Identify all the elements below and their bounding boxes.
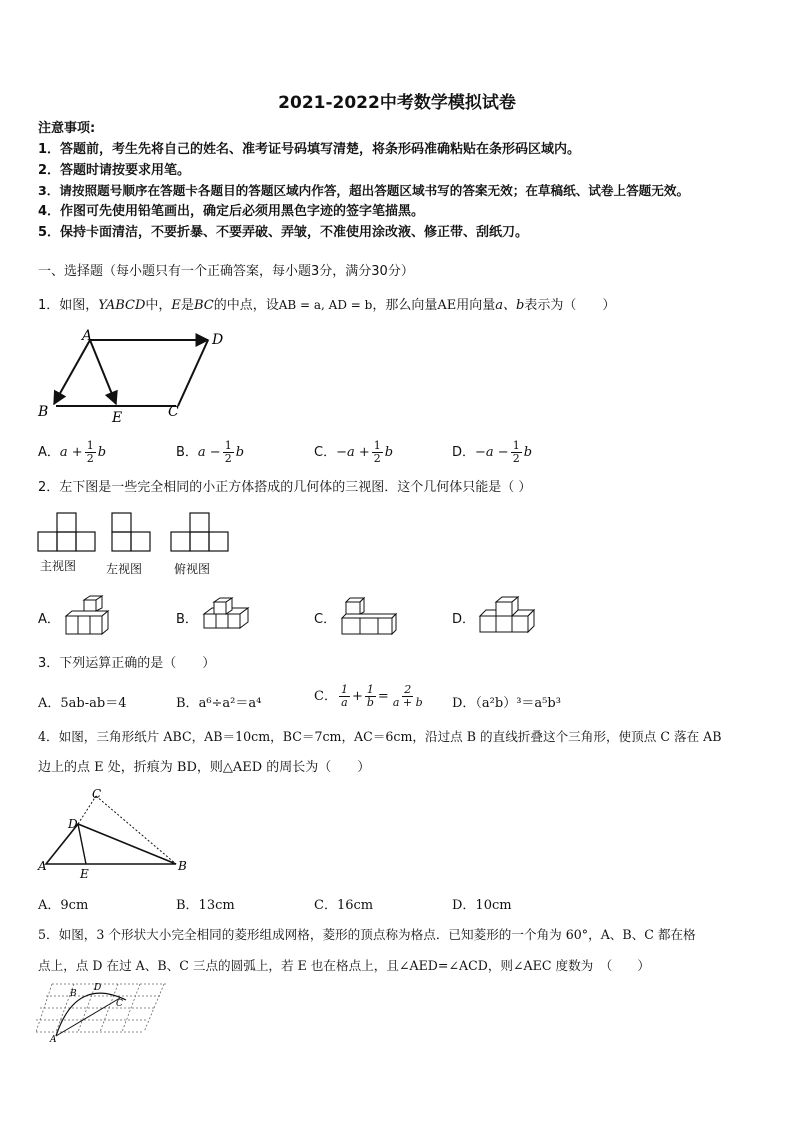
q3-option-d[interactable]: D．（a²b）³＝a⁵b³ (452, 696, 561, 711)
label-d: D (212, 332, 224, 348)
q2-option-b[interactable]: B． (176, 612, 198, 627)
q3-option-c[interactable]: C． $\frac{1}{a}$ + $\frac{1}{b}$ = $\frac{2}{a + b}$ (314, 683, 423, 709)
rhombus-grid-figure (36, 980, 172, 1042)
notes-heading: 注意事项: (38, 121, 96, 136)
q3-option-a[interactable]: A．5ab-ab＝4 (38, 696, 127, 711)
label-a: A (38, 859, 47, 873)
cubes-option-a (62, 594, 124, 638)
cubes-option-d (476, 594, 538, 638)
q1-option-d[interactable]: D．−a − $\frac{1}{2}$ b (452, 439, 533, 465)
section-heading: 一、选择题（每小题只有一个正确答案，每小题3分，满分30分） (38, 264, 414, 279)
cubes-option-b (200, 594, 262, 638)
question-5-line2: 点上，点 D 在过 A、B、C 三点的圆弧上，若 E 也在格点上，且∠AED=∠ACD，则∠AEC 度数为 （ ） (38, 958, 650, 973)
label-d: D (68, 817, 78, 831)
label-b: B (38, 404, 49, 420)
view-label-front: 主视图 (40, 559, 77, 573)
page-title: 2021-2022中考数学模拟试卷 (278, 93, 516, 113)
label-c: C (168, 404, 179, 420)
view-label-top: 俯视图 (174, 562, 211, 576)
q4-option-a[interactable]: A．9cm (38, 898, 89, 913)
q4-option-d[interactable]: D．10cm (452, 898, 512, 913)
label-a: A (50, 1035, 57, 1042)
q2-option-d[interactable]: D． (452, 612, 476, 627)
q4-option-b[interactable]: B．13cm (176, 898, 235, 913)
label-c: C (92, 787, 102, 801)
note-item: 1．答题前，考生先将自己的姓名、准考证号码填写清楚，将条形码准确粘贴在条形码区域内。 (38, 142, 581, 157)
q2-option-a[interactable]: A． (38, 612, 60, 627)
three-views-figure (36, 510, 236, 558)
question-4-line2: 边上的点 E 处，折痕为 BD，则△AED 的周长为（ ） (38, 760, 371, 775)
q1-option-b[interactable]: B．a − $\frac{1}{2}$ b (176, 439, 245, 465)
view-label-left: 左视图 (106, 562, 143, 576)
q1-option-c[interactable]: C．−a + $\frac{1}{2}$ b (314, 439, 394, 465)
note-item: 3．请按照题号顺序在答题卡各题目的答题区域内作答，超出答题区域书写的答案无效；在草稿纸、试卷上答题无效。 (38, 183, 690, 198)
label-e: E (112, 410, 123, 426)
label-d: D (94, 983, 102, 993)
q4-option-c[interactable]: C．16cm (314, 898, 374, 913)
q1-option-a[interactable]: A．a + $\frac{1}{2}$ b (38, 439, 107, 465)
parallelogram-figure (34, 326, 234, 426)
cubes-option-c (338, 594, 400, 638)
question-5-line1: 5．如图，3 个形状大小完全相同的菱形组成网格，菱形的顶点称为格点．已知菱形的一个角为 60°，A、B、C 都在格 (38, 927, 696, 942)
q3-option-b[interactable]: B．a⁶÷a²＝a⁴ (176, 696, 262, 711)
question-1-text: 1．如图，YABCD中，E是BC的中点，设AB = a, AD = b，那么向量AE用向量a、b表示为（ ） (38, 298, 616, 313)
label-a: A (82, 328, 93, 344)
note-item: 2．答题时请按要求用笔。 (38, 163, 191, 178)
label-b: B (178, 859, 187, 873)
question-4-line1: 4．如图，三角形纸片 ABC，AB＝10cm，BC＝7cm，AC＝6cm，沿过点 B 的直线折叠这个三角形，使顶点 C 落在 AB (38, 729, 722, 744)
q2-option-c[interactable]: C． (314, 612, 337, 627)
question-3-text: 3．下列运算正确的是（ ） (38, 656, 216, 671)
note-item: 4．作图可先使用铅笔画出，确定后必须用黑色字迹的签字笔描黑。 (38, 204, 425, 219)
label-e: E (80, 867, 89, 881)
triangle-figure (36, 786, 192, 884)
question-2-text: 2．左下图是一些完全相同的小正方体搭成的几何体的三视图．这个几何体只能是（ ） (38, 480, 532, 495)
note-item: 5．保持卡面清洁，不要折暴、不要弄破、弄皱，不准使用涂改液、修正带、刮纸刀。 (38, 225, 529, 240)
label-c: C (116, 999, 123, 1009)
label-b: B (70, 989, 77, 999)
